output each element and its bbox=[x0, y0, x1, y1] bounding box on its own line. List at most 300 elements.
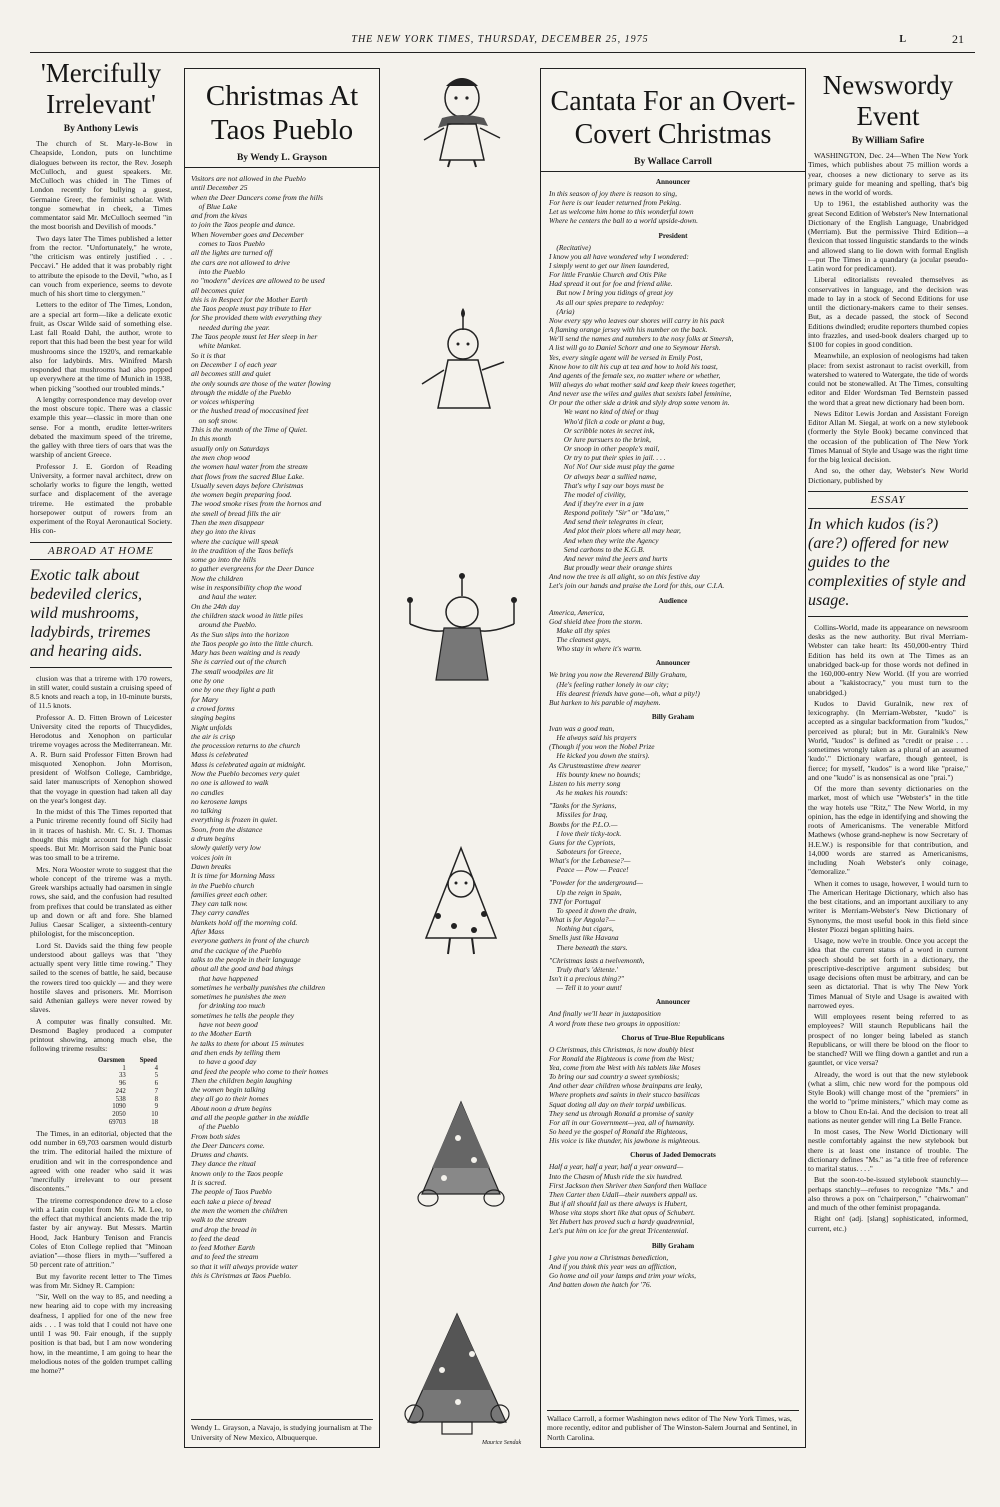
speed-cell: 4 bbox=[154, 1064, 158, 1072]
safire-body bbox=[808, 151, 968, 485]
safire-paragraph: Will employees resent being referred to as employees? Will staunch Republicans hail the prospect of no longer being labeled as stanch Republicans, or will there be blood on the floor to be stanched? Will we fling down a gantlet and run a gauntlet, or vice versa? bbox=[808, 1012, 968, 1068]
taos-poem-line: The Taos people must let Her sleep in her bbox=[191, 332, 318, 342]
cantata-line: Squat doting all day on their torpid umbilicas. bbox=[549, 1099, 687, 1109]
taos-poem-line: This is the month of the Time of Quiet. bbox=[191, 425, 308, 435]
lewis-paragraph: A lengthy correspondence may develop over the most obscure topic. There was a classic example this year—classic in more than one sense. For a month, erudite letter-writers debated the maximum speed of the trireme, the galley with three tiers of oars that was the warship of ancient Greece. bbox=[30, 394, 172, 460]
cantata-line: Truly that's 'détente.' bbox=[549, 964, 618, 974]
cantata-line: Will always do what mother said and keep their knees together, bbox=[549, 379, 736, 389]
cantata-line: "Powder for the underground— bbox=[549, 878, 643, 888]
masthead-rule bbox=[30, 52, 975, 53]
safire-paragraph: Already, the word is out that the new stylebook (what a slim, chic new word for the pompous old Style Book) will change most of the "premiers" in the world to "prime ministers," which may come as a blow to Chou En-lai. And the decision to treat all nations as neuter gender will ring La Belle France. bbox=[808, 1069, 968, 1125]
lewis-column bbox=[30, 58, 172, 1488]
taos-poem-line: Night unfolds bbox=[191, 722, 233, 732]
taos-poem-line: white blanket. bbox=[191, 341, 242, 351]
taos-poem-line: this is in Respect for the Mother Earth bbox=[191, 294, 308, 304]
taos-poem-line: So it is that bbox=[191, 350, 226, 360]
cantata-line: I give you now a Christmas benediction, bbox=[549, 1252, 669, 1262]
speed-cell: 6 bbox=[154, 1080, 158, 1088]
taos-poem-line: usually only on Saturdays bbox=[191, 443, 270, 453]
taos-poem-line: for She provided them with everything they bbox=[191, 313, 322, 323]
cantata-speaker: Chorus of Jaded Democrats bbox=[630, 1151, 716, 1160]
table-row bbox=[78, 1065, 158, 1073]
taos-poem-line: voices join in bbox=[191, 852, 232, 862]
taos-poem-line: no talking bbox=[191, 806, 222, 816]
taos-poem-line: talks to the people in their language bbox=[191, 954, 301, 964]
cantata-line: But harken to his parable of mayhem. bbox=[549, 697, 661, 707]
oarsmen-cell: 69703 bbox=[108, 1119, 126, 1127]
cantata-line: O Christmas, this Christmas, is now doubly blest bbox=[549, 1044, 694, 1054]
cantata-line: What is for Angola?— bbox=[549, 915, 616, 925]
cantata-line: Where prophets and saints in their stucco basilicas bbox=[549, 1090, 700, 1100]
taos-poem-line: in the Pueblo church bbox=[191, 880, 255, 890]
taos-poem-line: Visitors are not allowed in the Pueblo bbox=[191, 174, 306, 183]
taos-poem-line: in the tradition of the Taos beliefs bbox=[191, 545, 294, 555]
child-holding-candles-illustration bbox=[398, 572, 526, 688]
cantata-line: God shield thee from the storm. bbox=[549, 616, 643, 626]
taos-poem-line: to feed the dead bbox=[191, 1233, 240, 1243]
taos-poem-line: so that it will always provide water bbox=[191, 1261, 298, 1271]
lewis-deck: Exotic talk about bedeviled clerics, wild mushrooms, ladybirds, triremes and hearing aids. bbox=[30, 566, 172, 668]
cantata-line: No! No! Our side must play the game bbox=[549, 462, 675, 472]
cantata-line: As all our spies prepare to redeploy: bbox=[549, 297, 665, 307]
taos-box bbox=[184, 68, 380, 1448]
safire-kicker: ESSAY bbox=[808, 491, 968, 509]
taos-poem-line: of the Pueblo bbox=[191, 1122, 240, 1132]
lewis-paragraph: "Sir, Well on the way to 85, and needing a new hearing aid to cope with my increasing deafness, I applied for one of the new free aids . . . I was told that I could not have one until I was 90. Fair enough, if the supply position is that bad, but I am now wondering how, in the meantime, I am going to hear the melodious notes of the golden trumpet calling me home?" bbox=[30, 1292, 172, 1376]
cantata-line: That's why I say our boys must be bbox=[549, 480, 664, 490]
taos-poem-line: on December 1 of each year bbox=[191, 359, 277, 369]
cantata-line: And plot their plots where all may hear, bbox=[549, 526, 681, 536]
cantata-line: And if you think this year was an affliction, bbox=[549, 1261, 677, 1271]
cantata-line: Let us welcome him home to this wonderful town bbox=[549, 207, 694, 217]
cantata-line: Then Carter then Udall—their numbers appall us. bbox=[549, 1189, 698, 1199]
taos-poem-line: no "modern" devices are allowed to be used bbox=[191, 276, 325, 286]
cantata-line: Who'd filch a code or plant a bug, bbox=[549, 416, 665, 426]
taos-poem-line: Dawn breaks bbox=[191, 861, 232, 871]
taos-poem-line: no kerosene lamps bbox=[191, 796, 248, 806]
taos-poem-line: The small woodpiles are lit bbox=[191, 666, 274, 676]
cantata-line: As Chrustmastime drew nearer bbox=[549, 760, 641, 770]
speed-cell: 7 bbox=[154, 1087, 158, 1095]
cantata-line: First Jackson then Shriver then Sanford then Wallace bbox=[549, 1180, 707, 1190]
taos-poem-line: and drop the bread in bbox=[191, 1224, 257, 1234]
cantata-line: And other dear children whose brainpans are leaky, bbox=[549, 1081, 703, 1091]
safire-paragraph: Collins-World, made its appearance on newsroom desks as the new authority. But rival Merriam-Webster can take heart: Its 450,000-entry Third Edition has held its own at The Times as an unabridged back-up for those words not defined in the 160,000-entry New World. (If you are worried about a "kakistocracy," you must turn to the unabridged.) bbox=[808, 622, 968, 697]
taos-poem-line: and the cacique of the Pueblo bbox=[191, 945, 282, 955]
taos-poem-line: comes to Taos Pueblo bbox=[191, 239, 265, 249]
taos-poem-line: into the Pueblo bbox=[191, 266, 245, 276]
cantata-line: Whose vita stops short like that opus of Schubert. bbox=[549, 1208, 695, 1218]
cantata-line: There beneath the stars. bbox=[549, 942, 628, 952]
cantata-line: (Aria) bbox=[549, 306, 575, 316]
safire-paragraph: Usage, now we're in trouble. Once you accept the idea that the current status of a word in current speech should be set forth in a dictionary, the prescriptive-descriptive argument subsides; but usage decisions often must be arbitrary, and can be seen as dictatorial. That is why The New York Times Manual of Style and Usage is awaited with narrowed eyes. bbox=[808, 936, 968, 1010]
cantata-speaker: Chorus of True-Blue Republicans bbox=[621, 1033, 725, 1042]
taos-poem-line: needed during the year. bbox=[191, 322, 270, 332]
cantata-line: But proudly wear their orange shirts bbox=[549, 563, 673, 573]
taos-poem-line: Mary has been waiting and is ready bbox=[191, 648, 300, 658]
safire-column bbox=[808, 70, 968, 1490]
safire-paragraph: When it comes to usage, however, I would turn to The American Heritage Dictionary, which also has the best citations, and an important auxiliary to any writer is Merriam-Webster's New Dictionary of Synonyms, the most useful book in this field since Hester Piozzi began splitting hairs. bbox=[808, 878, 968, 934]
taos-poem-line: and all the people gather in the middle bbox=[191, 1112, 309, 1122]
taos-poem-line: wise in responsibility chop the wood bbox=[191, 583, 302, 593]
speed-cell: 9 bbox=[154, 1103, 158, 1111]
taos-poem-line: of Blue Lake bbox=[191, 201, 237, 211]
taos-poem-line: slowly quietly very low bbox=[191, 843, 261, 853]
safire-paragraph: Of the more than seventy dictionaries on the market, most of which use "Webster's" in the title the way hotels use "Ritz," The New World, in my opinion, has the edge in identifying and showing the roots of Americanisms. The venerable Mitford Mathews (whose grand-nephew is now Secretary of H.E.W.) is responsible for that contribution, and 14,000 words are starred as Americanisms, including Noah Webster's only coinage, "demoralize." bbox=[808, 784, 968, 877]
safire-paragraph: Right on! (adj. [slang] sophisticated, informed, current, etc.) bbox=[808, 1214, 968, 1233]
cantata-line: I simply went to get our linen laundered, bbox=[549, 260, 670, 270]
cantata-line: Or try to put their spies in jail. . . . bbox=[549, 453, 666, 463]
trireme-table bbox=[78, 1056, 158, 1127]
safire-paragraph: WASHINGTON, Dec. 24—When The New York Times, which publishes about 75 million words a year, chooses a new dictionary to serve as its primary guide for meaning and spelling, that's big news in the world of words. bbox=[808, 151, 968, 197]
cantata-line: And never use the wiles and guiles that sexists label feminine, bbox=[549, 389, 732, 399]
cantata-line: (Though if you won the Nobel Prize bbox=[549, 742, 655, 752]
taos-poem-line: The people of Taos Pueblo bbox=[191, 1187, 272, 1197]
taos-poem-line: the men chop wood bbox=[191, 452, 250, 462]
taos-poem-line: or the hushed tread of moccasined feet bbox=[191, 406, 309, 416]
taos-poem-line: the cars are not allowed to drive bbox=[191, 257, 290, 267]
oarsmen-cell: 1 bbox=[122, 1064, 126, 1072]
page-number: 21 bbox=[952, 32, 964, 46]
taos-poem-line: sometimes he tells the people they bbox=[191, 1010, 295, 1020]
taos-poem-line: or voices whispering bbox=[191, 397, 255, 407]
child-in-scarf-illustration bbox=[404, 68, 519, 168]
oarsmen-cell: 538 bbox=[115, 1095, 126, 1103]
taos-poem-line: Then the children begin laughing bbox=[191, 1075, 292, 1085]
taos-poem-line: on soft snow. bbox=[191, 415, 238, 425]
cantata-line: (Recitative) bbox=[549, 242, 591, 252]
lewis-paragraph: Mrs. Nora Wooster wrote to suggest that the whole concept of the trireme was a myth. Greek warships actually had oarsmen in single rows, she said, and the confusion had resulted from prefixes that could be translated as either up and down or aft and fore. She blamed Julius Caesar Scaliger, a sixteenth-century philologist, for the misconception. bbox=[30, 864, 172, 939]
table-row bbox=[78, 1103, 158, 1111]
taos-poem-line: the procession returns to the church bbox=[191, 741, 301, 751]
taos-poem-line: one by one they light a path bbox=[191, 685, 276, 695]
taos-poem-line: all becomes still and quiet bbox=[191, 369, 271, 379]
cantata-line: For little Frankie Church and Otis Pike bbox=[549, 270, 667, 280]
taos-poem-line: Drums and chants. bbox=[191, 1150, 249, 1160]
taos-poem-line: They can talk now. bbox=[191, 899, 248, 909]
taos-poem-line: around the Pueblo. bbox=[191, 620, 257, 630]
cantata-line: A list will go to Daniel Schorr and one to Seymour Hersh. bbox=[549, 343, 721, 353]
cantata-line: And agents of the female sex, no matter where or whether, bbox=[549, 370, 721, 380]
lewis-paragraph: clusion was that a trireme with 170 rowers, in still water, could sustain a cruising speed of 8.5 knots and reach a top, in 10-minute bursts, of 11.5 knots. bbox=[30, 673, 172, 711]
child-with-candle-illustration bbox=[408, 308, 518, 418]
cantata-line: His voice is like thunder, his jawbone is mighteous. bbox=[549, 1136, 701, 1146]
tree-with-children-illustration bbox=[392, 1310, 522, 1440]
taos-poem-line: have not been good bbox=[191, 1020, 258, 1030]
lewis-body bbox=[30, 139, 172, 536]
cantata-line: In this season of joy there is reason to sing, bbox=[549, 189, 677, 198]
safire-paragraph: Liberal editorialists revealed themselves as conservatives in language, and the decision was made to lay in a stock of Second Editions for use until the dictionary-makers came to their senses. But, as a decade passed, the stock of Second Editions dwindled; erudite reporters thumbed copies into frazzles, and used-book dealers charged up to $100 for copies in good condition. bbox=[808, 275, 968, 349]
taos-footnote: Wendy L. Grayson, a Navajo, is studying journalism at The University of New Mexico, Albuquerque. bbox=[191, 1419, 373, 1442]
taos-poem-line: to the Mother Earth bbox=[191, 1029, 252, 1039]
taos-poem-line: they all go to their homes bbox=[191, 1094, 269, 1104]
taos-poem-line: everyone gathers in front of the church bbox=[191, 936, 309, 946]
cantata-line: But if all should fail us there always is Hubert, bbox=[549, 1199, 688, 1208]
safire-paragraph: But the soon-to-be-issued stylebook staunchly—perhaps stanchly—refuses to recognize "Ms." and also throws a pox on "chairperson," "chairwoman" and much of the other feminist propaganda. bbox=[808, 1175, 968, 1212]
taos-poem-line: he talks to them for about 15 minutes bbox=[191, 1038, 304, 1048]
cantata-line: Make all thy spies bbox=[549, 625, 610, 635]
cantata-line: Saboteurs for Greece, bbox=[549, 847, 622, 856]
taos-poem-line: the women begin preparing food. bbox=[191, 490, 292, 500]
safire-headline: Newswordy Event bbox=[822, 70, 954, 131]
cantata-line: Into the Chasm of Mush ride the six hundred. bbox=[549, 1171, 683, 1181]
speed-cell: 5 bbox=[154, 1072, 158, 1080]
cantata-line: Where he centers the ball to a world upside-down. bbox=[549, 216, 698, 226]
speed-cell: 18 bbox=[151, 1119, 158, 1127]
taos-poem-line: to have a good day bbox=[191, 1057, 257, 1067]
cantata-line: "Tanks for the Syrians, bbox=[549, 801, 617, 811]
taos-poem-line: and then ends by telling them bbox=[191, 1047, 281, 1057]
taos-poem-line: to join the Taos people and dance. bbox=[191, 220, 296, 230]
taos-poem-line: The wood smoke rises from the hornos and bbox=[191, 499, 322, 509]
masthead bbox=[30, 34, 970, 50]
taos-poem-line: until December 25 bbox=[191, 183, 248, 193]
taos-poem-line: the Deer Dancers come. bbox=[191, 1140, 265, 1150]
cantata-line: We bring you now the Reverend Billy Graham, bbox=[549, 670, 687, 680]
taos-poem-line: one by one bbox=[191, 676, 224, 686]
taos-poem-line: this is Christmas at Taos Pueblo. bbox=[191, 1271, 292, 1281]
cantata-line: We want no kind of thief or thug bbox=[549, 407, 659, 417]
cantata-line: For here is our leader returned from Peking. bbox=[549, 198, 682, 208]
lewis-paragraph: The church of St. Mary-le-Bow in Cheapside, London, puts on lunchtime dialogues between its rector, the Rev. Joseph McCulloch, and guest speakers. Mr. McCulloch was chided in The Times of London recently for bullying a guest, Germaine Greer, the feminist scholar. With tongue somewhat in cheek, a Times commentator said Mr. McCulloch seemed "in the most boorish and Devilish of moods." bbox=[30, 139, 172, 232]
table-header-speed: Speed bbox=[139, 1056, 157, 1064]
lewis-paragraph: Letters to the editor of The Times, London, are a special art form—like a delicate exotic fruit, as Oscar Wilde said of something else. Last fall Roald Dahl, the author, wrote to report that this had been the best year for wild mushrooms since the 1920's, and remarkable also for ladybirds. Mrs. Winifred Marsh responded that mushrooms had also popped up everywhere at the time of Munich in 1938, when picking "soothed our troubled minds." bbox=[30, 300, 172, 393]
taos-poem-line: they go into the kivas bbox=[191, 527, 256, 537]
cantata-line: Ivan was a good man, bbox=[549, 723, 615, 733]
table-row bbox=[78, 1080, 158, 1088]
cantata-line: To bring our sad country a sweet symbiosis; bbox=[549, 1072, 680, 1082]
cantata-line: For all in our Government—yea, all of humanity. bbox=[549, 1117, 695, 1127]
cantata-line: He kicked you down the stairs). bbox=[549, 751, 650, 761]
taos-poem-line: and to feed the stream bbox=[191, 1252, 259, 1262]
cantata-speaker: Announcer bbox=[655, 998, 691, 1007]
illustration-credit: Maurice Sendak bbox=[482, 1440, 522, 1446]
taos-poem-line: known only to the Taos people bbox=[191, 1168, 283, 1178]
cantata-line: Go home and oil your lamps and trim your wicks, bbox=[549, 1270, 696, 1280]
lewis-body-3 bbox=[30, 1129, 172, 1376]
cantata-line: And if they're ever in a jam bbox=[549, 499, 644, 508]
taos-poem-line: no one is allowed to walk bbox=[191, 778, 269, 788]
cantata-line: America, America, bbox=[549, 607, 605, 617]
cantata-line: And send their telegrams in clear, bbox=[549, 517, 664, 527]
taos-poem-line: the women haul water from the stream bbox=[191, 462, 308, 472]
cantata-line: Or scribble notes in secret ink, bbox=[549, 425, 655, 435]
taos-headline bbox=[185, 79, 379, 147]
cantata-line: And never mind the jeers and hurts bbox=[549, 553, 668, 563]
lewis-paragraph: A computer was finally consulted. Mr. Desmond Bagley produced a computer printout showing, among much else, the following trireme results: bbox=[30, 1016, 172, 1054]
taos-poem-line: As the Sun slips into the horizon bbox=[191, 629, 289, 639]
taos-poem-line: a drum begins bbox=[191, 834, 235, 844]
taos-poem-line: They dance the ritual bbox=[191, 1159, 256, 1169]
taos-poem-line: a crowd forms bbox=[191, 703, 235, 713]
taos-poem-line: all the lights are turned off bbox=[191, 248, 273, 258]
taos-byline: By Wendy L. Grayson bbox=[185, 153, 379, 168]
taos-poem-line: and from the kivas bbox=[191, 211, 248, 221]
taos-poem-line: It is time for Morning Mass bbox=[191, 871, 275, 881]
safire-paragraph: In most cases, The New World Dictionary will nestle comfortably against the new stylebook but there is at least one instance of trouble. The dictionary defines "Ms." as "a title free of reference to marital status. . . ." bbox=[808, 1127, 968, 1173]
cantata-headline: Cantata For an Overt-Covert Christmas bbox=[550, 86, 796, 150]
cantata-line: Smells just like Havana bbox=[549, 933, 619, 943]
lewis-paragraph: The trireme correspondence drew to a close with a Latin couplet from Mr. G. M. Lee, to the effect that mythical ancients made the trip faster by air anyway. But Messrs. Martin Hood, Jack Hanbury Tenison and Francis Coles of Eton College replied that "Minoan aviation"—those fliers in myth—"suffered a 50 percent rate of attrition." bbox=[30, 1195, 172, 1270]
cantata-line: As he makes his rounds: bbox=[549, 788, 628, 798]
taos-poem-line: About noon a drum begins bbox=[191, 1103, 272, 1113]
cantata-line: Now every spy who leaves our shores will carry in his pack bbox=[549, 315, 725, 325]
oarsmen-cell: 2050 bbox=[112, 1111, 126, 1119]
cantata-line: Had spread it out for foe and friend alike. bbox=[549, 279, 673, 289]
cantata-line: TNT for Portugal bbox=[549, 896, 601, 906]
taos-poem-line: sometimes he verbally punishes the children bbox=[191, 982, 326, 992]
cantata-line: Listen to his merry song bbox=[549, 778, 621, 788]
cantata-line: So heed ye the gospel of Ronald the Righteous, bbox=[549, 1127, 688, 1137]
oarsmen-cell: 1090 bbox=[112, 1103, 126, 1111]
lewis-byline: By Anthony Lewis bbox=[63, 124, 139, 134]
taos-poem-line: when the Deer Dancers come from the hills bbox=[191, 192, 323, 202]
cantata-speaker: Audience bbox=[658, 596, 688, 605]
oarsmen-cell: 96 bbox=[119, 1080, 126, 1088]
cantata-line: But now I bring you tidings of great joy bbox=[549, 288, 674, 298]
cantata-speaker: President bbox=[658, 231, 688, 240]
cantata-line: The model of civility, bbox=[549, 489, 626, 499]
safire-paragraph: Up to 1961, the established authority was the great Second Edition of Webster's New International Dictionary of the English Language, Unabridged (Merriam). But the permissive Third Edition—a flexicon that tossed linguistic standards to the winds and allowed slang to lie down with formal English—put The Times in a quandary (a jocular pseudo-Latin word for predicament). bbox=[808, 199, 968, 273]
taos-poem-line: the women begin talking bbox=[191, 1085, 266, 1095]
cantata-line: Send carbons to the K.G.B. bbox=[549, 544, 645, 554]
cantata-line: His dearest friends have gone—oh, what a pity!) bbox=[549, 688, 700, 698]
taos-poem-line: Soon, from the distance bbox=[191, 824, 263, 834]
lewis-paragraph: Two days later The Times published a letter from the rector. "Unfortunately," he wrote, "the criticism was entirely justified . . . Peccavi." He added that it was probably right to attribute the episode to the Devil, "who, as I can vouch from experience, seems to devote much of his short time to clergymen." bbox=[30, 233, 172, 298]
taos-poem-line: sometimes he punishes the men bbox=[191, 992, 286, 1002]
safire-paragraph: News Editor Lewis Jordan and Assistant Foreign Editor Allan M. Siegal, at work on a new stylebook (formerly the Style Book) became convinced that the occasion of the publication of The New York Times Manual of Style and Usage was the right time for the big lexical decision. bbox=[808, 408, 968, 464]
speed-cell: 10 bbox=[151, 1111, 158, 1119]
table-row bbox=[78, 1111, 158, 1119]
cantata-line: Or lure pursuers to the brink, bbox=[549, 434, 651, 444]
cantata-line: Yea, come from the West with his tablets like Moses bbox=[549, 1062, 701, 1072]
cantata-line: I love their ticky-tock. bbox=[549, 828, 622, 838]
taos-poem-line: the men the women the children bbox=[191, 1205, 288, 1215]
safire-byline: By William Safire bbox=[851, 136, 925, 146]
cantata-line: Respond politely "Sir" or "Ma'am," bbox=[549, 508, 669, 518]
cantata-line: Or always bear a sullied name, bbox=[549, 471, 657, 481]
taos-poem-line: Now the Pueblo becomes very quiet bbox=[191, 769, 300, 778]
cantata-line: I know you all have wondered why I wondered: bbox=[549, 251, 689, 261]
cantata-line: And batten down the hatch for '76. bbox=[549, 1280, 652, 1290]
taos-poem-line: They carry candles bbox=[191, 908, 250, 918]
taos-poem-line: to feed Mother Earth bbox=[191, 1243, 255, 1253]
taos-poem-line: no candles bbox=[191, 787, 224, 797]
safire-paragraph: And so, the other day, Webster's New World Dictionary, published by bbox=[808, 466, 968, 485]
taos-poem-line: everything is frozen in quiet. bbox=[191, 815, 278, 825]
taos-poem-line: walk to the stream bbox=[191, 1215, 247, 1225]
cantata-line: A word from these two groups in opposition: bbox=[549, 1018, 681, 1028]
cantata-line: Yes, every single agent will be versed in Emily Post, bbox=[549, 352, 703, 362]
lewis-paragraph: In the midst of this The Times reported that a Punic trireme recently found off Sicily had in it traces of hashish. Mr. C. St. J. Thomas thought this might account for high classic speeds. But Mr. Morrison said the Punic boat was too small to be a trireme. bbox=[30, 807, 172, 863]
table-row bbox=[78, 1119, 158, 1127]
cantata-line: What's for the Lebanese?— bbox=[549, 856, 631, 866]
cantata-line: Yet Hubert has proved such a hardy quadrennial, bbox=[549, 1217, 695, 1227]
cantata-line: A flaming orange jersey with his number on the back. bbox=[549, 325, 708, 335]
table-row bbox=[78, 1088, 158, 1096]
taos-poem-line: the smell of bread fills the air bbox=[191, 508, 281, 518]
cantata-poem bbox=[541, 178, 805, 1289]
taos-poem-line: some go into the hills bbox=[191, 555, 256, 565]
cantata-speaker: Billy Graham bbox=[651, 1241, 695, 1250]
cantata-line: Who stay in where it's warm. bbox=[549, 644, 642, 654]
taos-poem-line: On the 24th day bbox=[191, 601, 240, 611]
taos-poem-line: In this month bbox=[191, 434, 232, 444]
taos-poem-line: all becomes quiet bbox=[191, 285, 245, 295]
lewis-paragraph: Professor J. E. Gordon of Reading University, a former naval architect, drew on scholarly works to figure the length, wetted surface and displacement of the average trireme. He estimated the probable horsepower output of rowers from an experiment of the Royal Aeronautical Society. His con- bbox=[30, 461, 172, 536]
taos-poem-line: about all the good and bad things bbox=[191, 964, 294, 974]
lewis-paragraph: Professor A. D. Fitten Brown of Leicester University cited the reports of Thucydides, Herodotus and Xenophon on particular trireme voyages across the Mediterranean. Mr. A. R. Burn said Professor Fitten Brown had misquoted Xenophon. John Morrison, president of Wolfson College, Cambridge, said later manuscripts of Xenophon showed that the voyage in question had taken all day on the year's longest day. bbox=[30, 712, 172, 805]
cantata-line: And finally we'll hear in juxtaposition bbox=[549, 1009, 661, 1019]
cantata-line: Let's put him on ice for the great Tricentennial. bbox=[549, 1226, 689, 1236]
taos-poem-line: Mass is celebrated bbox=[191, 750, 248, 760]
cantata-line: He always said his prayers bbox=[549, 733, 637, 743]
taos-poem-line: blankets hold off the morning cold. bbox=[191, 917, 298, 927]
cantata-line: Guns for the Cypriots, bbox=[549, 837, 616, 847]
cantata-line: Nothing but cigars, bbox=[549, 924, 614, 934]
oarsmen-cell: 242 bbox=[115, 1087, 126, 1095]
cantata-line: To speed it down the drain, bbox=[549, 905, 637, 915]
cantata-byline: By Wallace Carroll bbox=[541, 157, 805, 172]
speed-cell: 8 bbox=[154, 1095, 158, 1103]
taos-poem-line: where the cacique will speak bbox=[191, 536, 279, 546]
taos-poem-line: Usually seven days before Christmas bbox=[191, 480, 304, 490]
taos-poem-line: When November goes and December bbox=[191, 229, 304, 239]
taos-poem-line: the children stack wood in little piles bbox=[191, 610, 303, 620]
cantata-box bbox=[540, 68, 806, 1448]
cantata-line: — Tell it to your aunt! bbox=[549, 983, 623, 993]
cantata-line: We'll send the names and numbers to the nosy folks at Smersh, bbox=[549, 334, 734, 344]
cantata-line: Know how to tilt his cup at tea and how to hold his toast, bbox=[549, 361, 718, 371]
cantata-speaker: Announcer bbox=[655, 178, 691, 186]
taos-poem-line: that have happened bbox=[191, 973, 259, 983]
taos-poem-line: and feed the people who come to their homes bbox=[191, 1066, 329, 1076]
taos-poem-line: for drinking too much bbox=[191, 1001, 266, 1011]
lewis-kicker: ABROAD AT HOME bbox=[30, 542, 172, 560]
cantata-line: And now the tree is all alight, so on this festive day bbox=[549, 572, 700, 582]
cantata-speaker: Billy Graham bbox=[651, 712, 695, 721]
tree-costume-child-illustration bbox=[404, 838, 518, 958]
taos-poem-line: From both sides bbox=[191, 1131, 241, 1141]
taos-poem-line: families greet each other. bbox=[191, 889, 268, 899]
taos-poem-line: Now the children bbox=[191, 573, 244, 583]
cantata-line: Missiles for Iraq, bbox=[549, 810, 608, 820]
taos-poem-line: After Mass bbox=[191, 927, 225, 937]
cantata-line: Peace — Pow — Peace! bbox=[549, 865, 629, 875]
lewis-paragraph: The Times, in an editorial, objected that the odd number in 69,703 oarsmen would disturb the trim. The editorial hailed the mixture of erudition and wit in the correspondence and agreed with one reader who said it was "mercifully irrelevant to our present discontents." bbox=[30, 1128, 172, 1194]
cantata-line: His bounty knew no bounds; bbox=[549, 769, 641, 779]
edition-mark: L bbox=[899, 34, 906, 45]
cantata-line: (He's feeling rather lonely in our city; bbox=[549, 679, 669, 689]
taos-poem-line: for Mary bbox=[191, 694, 219, 704]
cantata-line: Or snoop in other people's mail, bbox=[549, 444, 660, 454]
taos-poem-line: It is sacred. bbox=[191, 1178, 227, 1188]
cantata-line: Or pour the other side a drink and slyly drop some venom in. bbox=[549, 398, 730, 408]
cantata-speaker: Announcer bbox=[655, 659, 691, 668]
taos-poem-line: through the middle of the Pueblo bbox=[191, 387, 291, 397]
taos-title: Christmas At Taos Pueblo bbox=[205, 80, 359, 146]
taos-poem-line: Mass is celebrated again at midnight. bbox=[191, 759, 306, 769]
cantata-line: They send us through Ronald a promise of sanity bbox=[549, 1108, 694, 1118]
cantata-line: The cleanest guys, bbox=[549, 635, 611, 645]
taos-poem-line: to gather evergreens for the Deer Dance bbox=[191, 564, 315, 574]
taos-poem-line: the Taos people must pay tribute to Her bbox=[191, 304, 312, 314]
taos-poem-line: She is carried out of the church bbox=[191, 657, 287, 667]
taos-poem bbox=[185, 174, 379, 1280]
cantata-line: And when they write the Agency bbox=[549, 535, 659, 545]
taos-poem-line: the Taos people go into the little church. bbox=[191, 638, 314, 648]
decorated-tree-illustration bbox=[402, 1098, 520, 1210]
